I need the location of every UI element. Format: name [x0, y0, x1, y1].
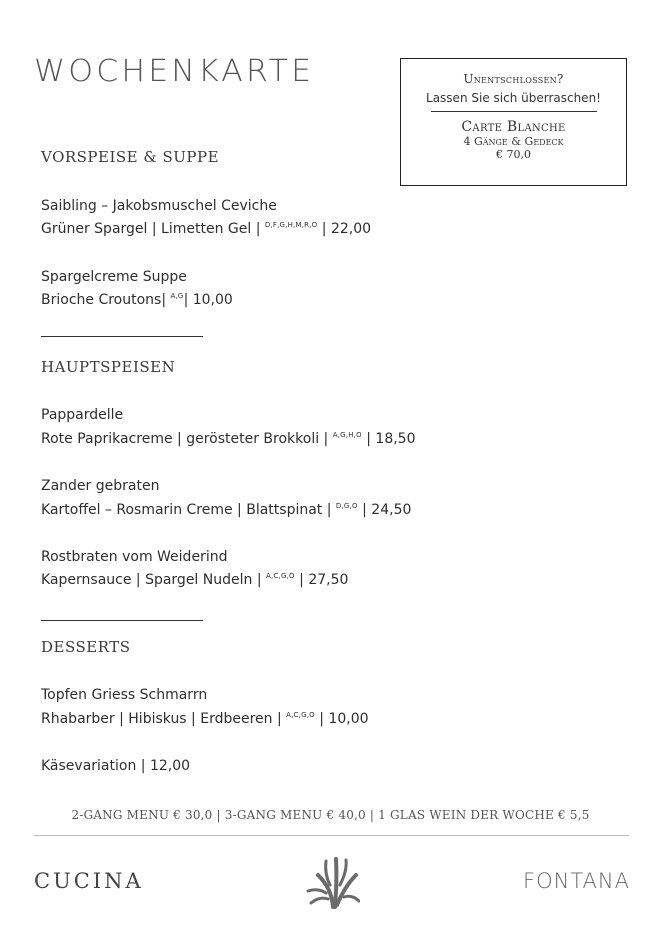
tree-branch-icon	[306, 855, 360, 909]
footer-divider	[34, 835, 629, 836]
section-divider	[41, 336, 203, 337]
allergen-codes: A,C,G,O	[286, 711, 315, 719]
dish-description: Rote Paprikacreme | gerösteter Brokkoli | $^{A,G,H,O}$ | 18,50	[41, 431, 416, 447]
section-heading-mains: HAUPTSPEISEN	[41, 358, 176, 376]
dish-name: Saibling – Jakobsmuschel Ceviche	[41, 198, 277, 214]
dish-price: | 22,00	[321, 221, 372, 237]
allergen-codes: A,G,H,O	[332, 431, 362, 439]
carte-blanche-invite: Lassen Sie sich überraschen!	[426, 91, 601, 105]
dish-price: | 10,00	[319, 711, 369, 727]
dish-description: Rhabarber | Hibiskus | Erdbeeren | $^{A,C,G,O}$ | 10,00	[41, 711, 369, 727]
dish-name: Zander gebraten	[41, 478, 160, 494]
dish-name: Rostbraten vom Weiderind	[41, 549, 228, 565]
carte-blanche-question: Unentschlossen?	[463, 72, 564, 86]
section-heading-starters: VORSPEISE & SUPPE	[41, 148, 220, 166]
allergen-codes: D,F,G,H,M,R,O	[264, 221, 318, 229]
menu-prices: 2-GANG MENU € 30,0 | 3-GANG MENU € 40,0 | 1 GLAS WEIN DER WOCHE € 5,5	[71, 808, 590, 822]
carte-blanche-box	[400, 58, 627, 186]
allergen-codes: A,C,G,O	[266, 572, 295, 580]
allergen-codes: A,G	[170, 292, 184, 300]
dish-description: Kartoffel – Rosmarin Creme | Blattspinat | $^{D,G,O}$ | 24,50	[41, 502, 412, 518]
dish-name: Topfen Griess Schmarrn	[41, 687, 208, 703]
section-divider	[41, 620, 203, 621]
dish-name: Spargelcreme Suppe	[41, 269, 187, 285]
dish-price: | 10,00	[183, 292, 233, 308]
page-title: WOCHENKARTE	[34, 54, 315, 89]
carte-blanche-price: € 70,0	[496, 148, 531, 161]
dish-name: Pappardelle	[41, 407, 124, 423]
footer-brand-left: CUCINA	[34, 869, 144, 893]
dish-price: | 18,50	[366, 431, 416, 447]
carte-blanche-divider	[431, 111, 597, 112]
dish-price: | 24,50	[362, 502, 412, 518]
carte-blanche-name: Carte Blanche	[461, 119, 566, 135]
section-heading-desserts: DESSERTS	[41, 638, 131, 656]
carte-blanche-details: 4 Gänge & Gedeck	[463, 135, 564, 148]
dish-description: Kapernsauce | Spargel Nudeln | $^{A,C,G,O}$ | 27,50	[41, 572, 349, 588]
dish-description: Grüner Spargel | Limetten Gel | $^{D,F,G,H,M,R,O}$ | 22,00	[41, 221, 372, 237]
dish-price: | 27,50	[299, 572, 349, 588]
allergen-codes: D,G,O	[335, 502, 358, 510]
dish-name: Käsevariation | 12,00	[41, 758, 191, 774]
dish-description: Brioche Croutons| $^{A,G}$| 10,00	[41, 292, 233, 308]
footer-brand-right: FONTANA	[523, 869, 630, 893]
